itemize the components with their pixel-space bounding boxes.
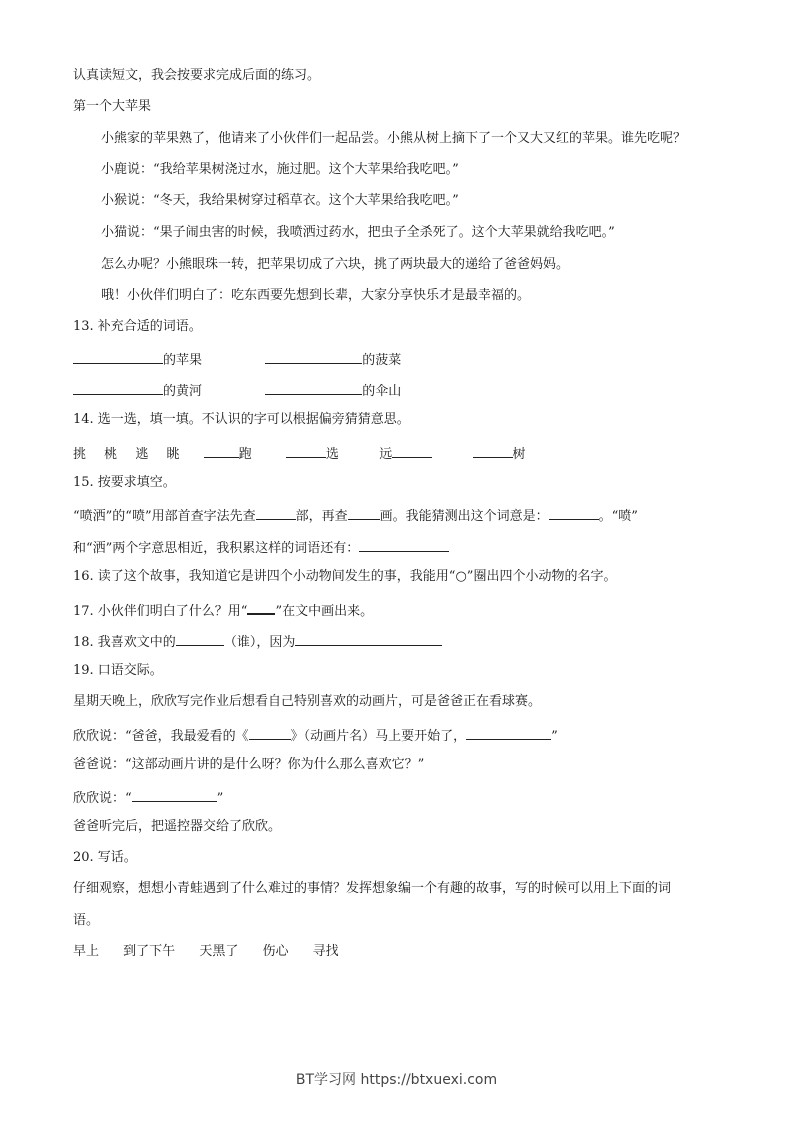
q15-line-2 xyxy=(73,537,449,558)
fill-blank[interactable] xyxy=(392,443,432,458)
fill-blank[interactable] xyxy=(132,787,217,802)
q19-prompt: 19. 口语交际。 xyxy=(73,663,163,678)
q14-option: 眺 xyxy=(166,447,180,462)
q19-line-2: 爸爸说：“这部动画片讲的是什么呀？你为什么那么喜欢它？” xyxy=(73,757,425,772)
story-paragraph: 哦！小伙伴们明白了：吃东西要先想到长辈，大家分享快乐才是最幸福的。 xyxy=(101,288,531,303)
q17-text: 17. 小伙伴们明白了什么？用“ xyxy=(73,604,248,619)
fill-blank[interactable] xyxy=(265,349,362,364)
q20-instruction: 语。 xyxy=(73,913,100,928)
fill-blank[interactable] xyxy=(359,537,449,552)
fill-blank[interactable] xyxy=(286,443,326,458)
story-paragraph: 小熊家的苹果熟了，他请来了小伙伴们一起品尝。小熊从树上摘下了一个又大又红的苹果。谁先吃呢？ xyxy=(101,131,687,146)
q19-scene: 星期天晚上，欣欣写完作业后想看自己特别喜欢的动画片，可是爸爸正在看球赛。 xyxy=(73,694,542,709)
q19-line-1 xyxy=(73,725,558,746)
story-paragraph: 小猴说：“冬天，我给果树穿过稻草衣。这个大苹果给我吃吧。” xyxy=(101,193,459,208)
q19-text: ” xyxy=(216,791,224,806)
fill-blank[interactable] xyxy=(265,380,362,395)
q14-option: 挑 xyxy=(73,447,87,462)
q14-row xyxy=(73,443,526,464)
q20-prompt: 20. 写话。 xyxy=(73,850,137,865)
story-title: 第一个大苹果 xyxy=(73,99,152,114)
q20-word: 伤心 xyxy=(262,944,289,959)
q14-word: 远 xyxy=(379,447,393,462)
fill-blank[interactable] xyxy=(73,349,163,364)
q14-word: 树 xyxy=(512,447,526,462)
q14-prompt: 14. 选一选，填一填。不认识的字可以根据偏旁猜猜意思。 xyxy=(73,412,410,427)
q20-instruction: 仔细观察，想想小青蛙遇到了什么难过的事情？发挥想象编一个有趣的故事，写的时候可以用上下面的词 xyxy=(73,881,672,896)
q13-prompt: 13. 补充合适的词语。 xyxy=(73,319,202,334)
q20-word: 寻找 xyxy=(312,944,339,959)
q13-row-2 xyxy=(73,380,401,401)
fill-blank[interactable] xyxy=(295,631,442,646)
q18-text: 18. 我喜欢文中的 xyxy=(73,635,176,650)
fill-blank[interactable] xyxy=(549,505,599,520)
fill-blank[interactable] xyxy=(249,725,291,740)
q15-text: 部，再查 xyxy=(295,509,348,524)
q15-text: 。“喷” xyxy=(598,509,638,524)
q18-text: （谁），因为 xyxy=(223,635,296,650)
q13-item: 的黄河 xyxy=(163,384,203,399)
q15-line-1 xyxy=(73,505,638,526)
q17-text: ”在文中画出来。 xyxy=(275,604,374,619)
q14-option: 逃 xyxy=(135,447,149,462)
fill-blank[interactable] xyxy=(466,725,551,740)
q18-prompt xyxy=(73,631,442,652)
intro-text: 认真读短文，我会按要求完成后面的练习。 xyxy=(73,68,321,83)
q19-text: 欣欣说：“ xyxy=(73,791,132,806)
q13-item: 的伞山 xyxy=(362,384,402,399)
q19-text: 》（动画片名）马上要开始了， xyxy=(290,729,467,744)
q19-line-3 xyxy=(73,787,223,808)
q20-word: 到了下午 xyxy=(123,944,176,959)
q19-text: 欣欣说：“爸爸，我最爱看的《 xyxy=(73,729,249,744)
fill-blank[interactable] xyxy=(73,380,163,395)
story-paragraph: 小鹿说：“我给苹果树浇过水，施过肥。这个大苹果给我吃吧。” xyxy=(101,162,459,177)
q19-line-4: 爸爸听完后，把遥控器交给了欣欣。 xyxy=(73,819,282,834)
fill-blank[interactable] xyxy=(348,505,380,520)
q14-option: 桃 xyxy=(104,447,118,462)
q13-item: 的菠菜 xyxy=(362,353,402,368)
underline-sample xyxy=(247,599,275,615)
q20-words xyxy=(73,943,339,961)
footer-watermark: BT学习网 https://btxuexi.com xyxy=(295,1072,498,1088)
story-paragraph: 小猫说：“果子闹虫害的时候，我喷洒过药水，把虫子全杀死了。这个大苹果就给我吃吧。” xyxy=(101,225,615,240)
q13-item: 的苹果 xyxy=(163,353,203,368)
fill-blank[interactable] xyxy=(176,631,224,646)
q15-prompt: 15. 按要求填空。 xyxy=(73,475,176,490)
fill-blank[interactable] xyxy=(204,443,239,458)
q19-text: ” xyxy=(551,729,558,744)
q20-word: 早上 xyxy=(73,944,100,959)
story-paragraph: 怎么办呢？小熊眼珠一转，把苹果切成了六块，挑了两块最大的递给了爸爸妈妈。 xyxy=(101,257,570,272)
fill-blank[interactable] xyxy=(256,505,296,520)
q15-text: 和“洒”两个字意思相近，我积累这样的词语还有： xyxy=(73,541,360,556)
q14-word: 跑 xyxy=(238,447,252,462)
q16-prompt: 16. 读了这个故事，我知道它是讲四个小动物间发生的事，我能用“○”圈出四个小动物的名字。 xyxy=(73,569,617,584)
q15-text: 画。我能猜测出这个词意是： xyxy=(379,509,549,524)
q20-word: 天黑了 xyxy=(199,944,239,959)
q13-row-1 xyxy=(73,349,401,370)
q15-text: “喷洒”的“喷”用部首查字法先查 xyxy=(73,509,256,524)
q17-prompt xyxy=(73,599,373,621)
q14-word: 选 xyxy=(325,447,339,462)
fill-blank[interactable] xyxy=(473,443,513,458)
